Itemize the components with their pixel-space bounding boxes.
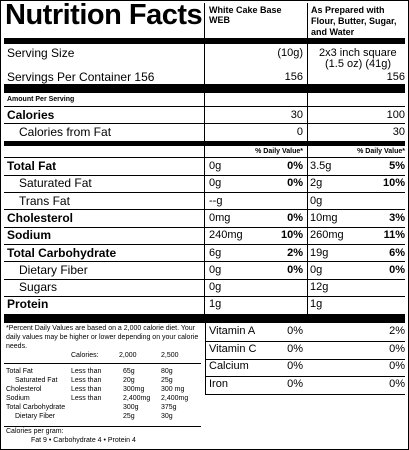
dv-table-cell: 2,400mg: [161, 395, 189, 402]
dv-table-header-cell: Calories:: [71, 352, 99, 359]
dv-table-cell: 25g: [123, 413, 135, 420]
servings-per-container-label: Servings Per Container 156: [7, 70, 155, 84]
calories-from-fat-label: Calories from Fat: [19, 125, 112, 139]
nutrient-col1-dv: 0%: [287, 177, 303, 190]
nutrient-col1-amount: --g: [209, 194, 223, 207]
dv-table-header-cell: 2,500: [161, 352, 179, 359]
nutrient-label: Sugars: [19, 280, 58, 295]
nutrient-col2-amount: 3.5g: [310, 160, 332, 172]
col1-separator: [204, 3, 205, 314]
calories-from-fat-col1: 0: [296, 126, 303, 138]
vitamin-col2: 0%: [389, 360, 405, 372]
dv-table-cell: 20g: [123, 377, 135, 384]
dv-table-cell: Total Carbohydrate: [6, 404, 66, 411]
nutrient-label: Dietary Fiber: [19, 262, 88, 277]
nutrient-label: Saturated Fat: [19, 176, 92, 191]
nutrient-col2-amount: 0g: [310, 194, 323, 207]
nutrient-col1-amount: 0g: [209, 177, 222, 190]
dv-table-cell: Less than: [71, 386, 102, 393]
nutrient-col1-dv: 0%: [287, 211, 303, 224]
dv-table-cell: 65g: [123, 368, 135, 375]
dv-table-cell: Saturated Fat: [15, 377, 58, 384]
thick-rule-4: [4, 314, 405, 323]
nutrient-col1-amount: 1g: [209, 298, 222, 311]
calories-label: Calories: [7, 108, 55, 122]
vitamin-col2: 0%: [389, 342, 405, 355]
dv-table-cell: Sodium: [6, 395, 30, 402]
dv-table-cell: 2,400mg: [123, 395, 151, 402]
nutrient-col2-dv: 11%: [383, 229, 405, 242]
servings-col2: 156: [386, 71, 405, 83]
col2-separator: [307, 3, 308, 314]
calories-per-gram-label: Calories per gram:: [6, 428, 64, 435]
nutrient-col1-amount: 0mg: [209, 211, 231, 224]
nutrient-col2-dv: 10%: [382, 177, 405, 190]
col2-header: As Prepared with Flour, Butter, Sugar, and Water: [311, 5, 397, 37]
nutrient-col1-amount: 0g: [209, 263, 222, 276]
dv-header-col1: % Daily Value*: [255, 148, 303, 155]
dv-header-col2: % Daily Value*: [357, 148, 405, 155]
nutrient-col2-dv: 0%: [389, 263, 405, 276]
nutrient-col2-dv: 3%: [389, 211, 405, 224]
nutrient-col2-amount: 2g: [310, 177, 323, 190]
vitamin-col2: 2%: [389, 325, 405, 337]
dv-table-cell: Less than: [71, 377, 102, 384]
dv-table-cell: 80g: [161, 368, 173, 375]
dv-table-cell: 375g: [161, 404, 177, 411]
dv-table-cell: Cholesterol: [6, 386, 42, 393]
nutrient-label: Total Carbohydrate: [7, 245, 117, 260]
nutrient-label: Cholesterol: [7, 210, 74, 225]
col1-header: White Cake Base WEB: [209, 5, 282, 25]
calories-per-gram: Fat 9 • Carbohydrate 4 • Protein 4: [31, 437, 136, 444]
nutrient-col2-amount: 0g: [310, 263, 323, 276]
dv-table-cell: 300 mg: [161, 386, 185, 393]
dv-table-cell: 300mg: [123, 386, 145, 393]
nutrient-col2-amount: 19g: [310, 246, 329, 259]
nutrient-col1-amount: 0g: [209, 281, 222, 294]
footnote: *Percent Daily Values are based on a 2,000 calorie diet. Your daily values may be higher or lower depending on your calorie needs.: [6, 325, 199, 350]
dv-table-cell: Less than: [71, 395, 102, 402]
vitamin-col1: 0%: [287, 360, 303, 372]
dv-table-cell: Less than: [71, 368, 102, 375]
vitamin-label: Calcium: [209, 360, 249, 372]
calories-from-fat-col2: 30: [392, 126, 405, 138]
dv-table-cell: 30g: [161, 413, 173, 420]
dv-table-cell: 300g: [123, 404, 139, 411]
serving-size-col2-line2: (1.5 oz) (41g): [325, 58, 392, 70]
nutrient-col1-dv: 0%: [287, 263, 303, 276]
vitamin-label: Vitamin C: [209, 342, 257, 355]
nutrient-label: Total Fat: [7, 159, 57, 173]
nutrient-col1-dv: 2%: [287, 246, 303, 259]
nutrient-col2-amount: 10mg: [310, 211, 338, 224]
vitamin-label: Vitamin A: [209, 325, 256, 337]
dv-table-cell: Dietary Fiber: [15, 413, 56, 420]
vitamin-label: Iron: [209, 377, 228, 390]
dv-table-cell: Total Fat: [6, 368, 33, 375]
serving-size-label: Serving Size: [7, 46, 75, 60]
nutrient-col2-amount: 12g: [310, 281, 329, 294]
nutrient-label: Sodium: [7, 228, 51, 243]
nutrient-col1-amount: 6g: [209, 246, 222, 259]
nutrient-col2-amount: 260mg: [310, 229, 344, 242]
dv-table-header-cell: 2,000: [119, 352, 137, 359]
calories-col1: 30: [290, 109, 303, 121]
vitamin-col1: 0%: [287, 377, 303, 390]
nutrient-col1-amount: 240mg: [209, 229, 243, 242]
vitamin-col2: 0%: [389, 377, 405, 390]
nutrient-col2-dv: 6%: [389, 246, 405, 259]
serving-size-col2-line1: 2x3 inch square: [319, 47, 397, 59]
servings-col1: 156: [284, 71, 303, 83]
calories-col2: 100: [386, 109, 405, 121]
vitamin-col1: 0%: [287, 342, 303, 355]
nutrient-col1-dv: 0%: [287, 160, 303, 172]
serving-size-col1: (10g): [277, 47, 303, 59]
nutrient-label: Trans Fat: [19, 193, 70, 208]
nutrient-col1-dv: 10%: [280, 229, 303, 242]
nutrient-col2-dv: 5%: [389, 160, 405, 172]
dv-table-cell: 25g: [161, 377, 173, 384]
nutrient-col2-amount: 1g: [310, 298, 323, 311]
nutrient-label: Protein: [7, 297, 49, 312]
nutrient-col1-amount: 0g: [209, 160, 222, 172]
amount-per-serving: Amount Per Serving: [7, 96, 75, 103]
label-title: Nutrition Facts: [5, 0, 203, 31]
vitamin-col1: 0%: [287, 325, 303, 337]
